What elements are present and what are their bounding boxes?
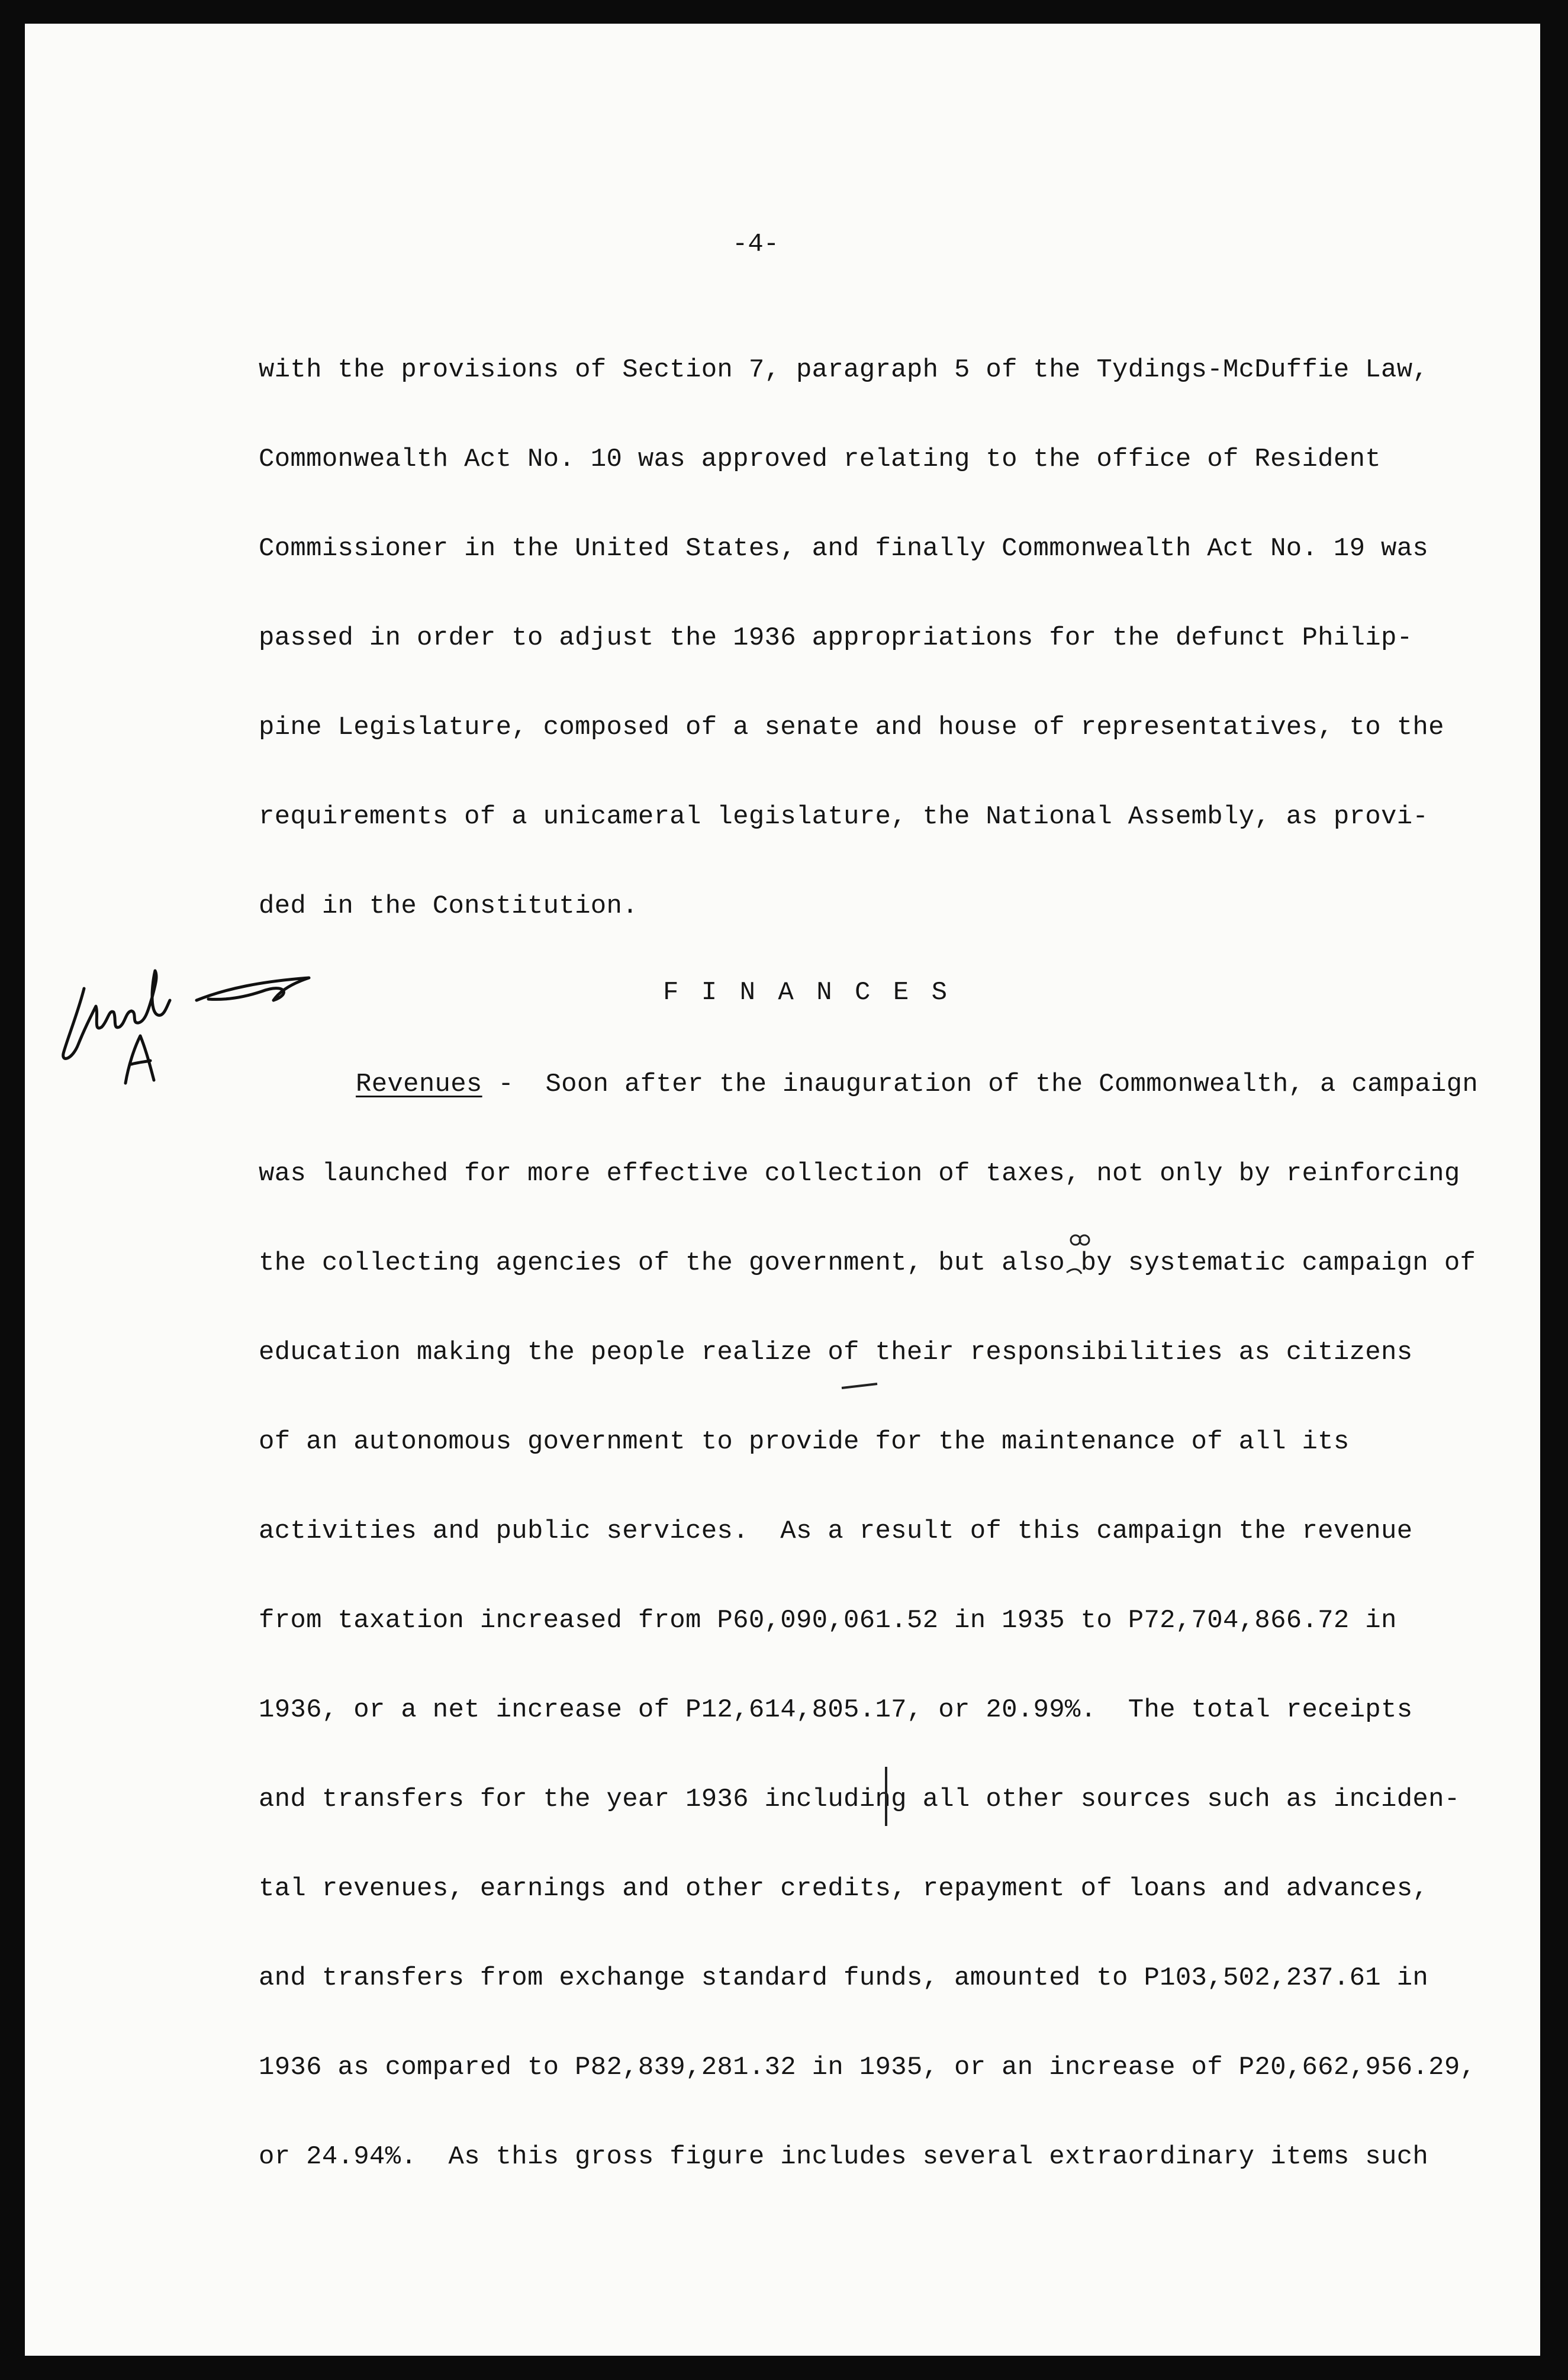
text-line: activities and public services. As a result of this campaign the revenue [259,1516,1413,1546]
insertion-mark-icon [1064,1231,1099,1278]
text-line: Commissioner in the United States, and finally Commonwealth Act No. 19 was [259,534,1429,563]
text-line: Commonwealth Act No. 10 was approved relating to the office of Resident [259,445,1382,474]
text-line: and transfers from exchange standard funds, amounted to P103,502,237.61 in [259,1963,1429,1993]
strikethrough-mark-icon [839,1373,880,1397]
text-line: was launched for more effective collection of taxes, not only by reinforcing [259,1159,1460,1189]
separator-mark-icon [877,1764,895,1829]
handwritten-annotation [37,912,333,1089]
text-line: passed in order to adjust the 1936 appropriations for the defunct Philip- [259,623,1413,653]
text-line: with the provisions of Section 7, paragraph 5 of the Tydings-McDuffie Law, [259,355,1429,385]
text-line: from taxation increased from P60,090,061.52 in 1935 to P72,704,866.72 in [259,1606,1397,1635]
text-line: or 24.94%. As this gross figure includes several extraordinary items such [259,2142,1429,2172]
text-line-first [356,1070,1478,1099]
text-line: and transfers for the year 1936 including all other sources such as inciden- [259,1785,1460,1814]
document-page [25,24,1540,2356]
text-line: 1936, or a net increase of P12,614,805.17, or 20.99%. The total receipts [259,1695,1413,1725]
text-line: requirements of a unicameral legislature, the National Assembly, as provi- [259,802,1429,832]
page-number: -4- [732,230,780,259]
text-line: tal revenues, earnings and other credits, repayment of loans and advances, [259,1874,1429,1904]
text-line: the collecting agencies of the government, but also by systematic campaign of [259,1248,1476,1278]
text-line: of an autonomous government to provide for the maintenance of all its [259,1427,1350,1457]
text-line: ded in the Constitution. [259,891,638,921]
text-line: 1936 as compared to P82,839,281.32 in 1935, or an increase of P20,662,956.29, [259,2053,1476,2082]
text-line: pine Legislature, composed of a senate and house of representatives, to the [259,713,1444,742]
text-line: education making the people realize of their responsibilities as citizens [259,1338,1413,1367]
revenues-first-sentence: Soon after the inauguration of the Commonwealth, a campaign [545,1070,1479,1099]
revenues-label: Revenues [356,1070,482,1099]
revenues-dash: - [482,1070,546,1099]
section-heading: F I N A N C E S [663,978,951,1007]
